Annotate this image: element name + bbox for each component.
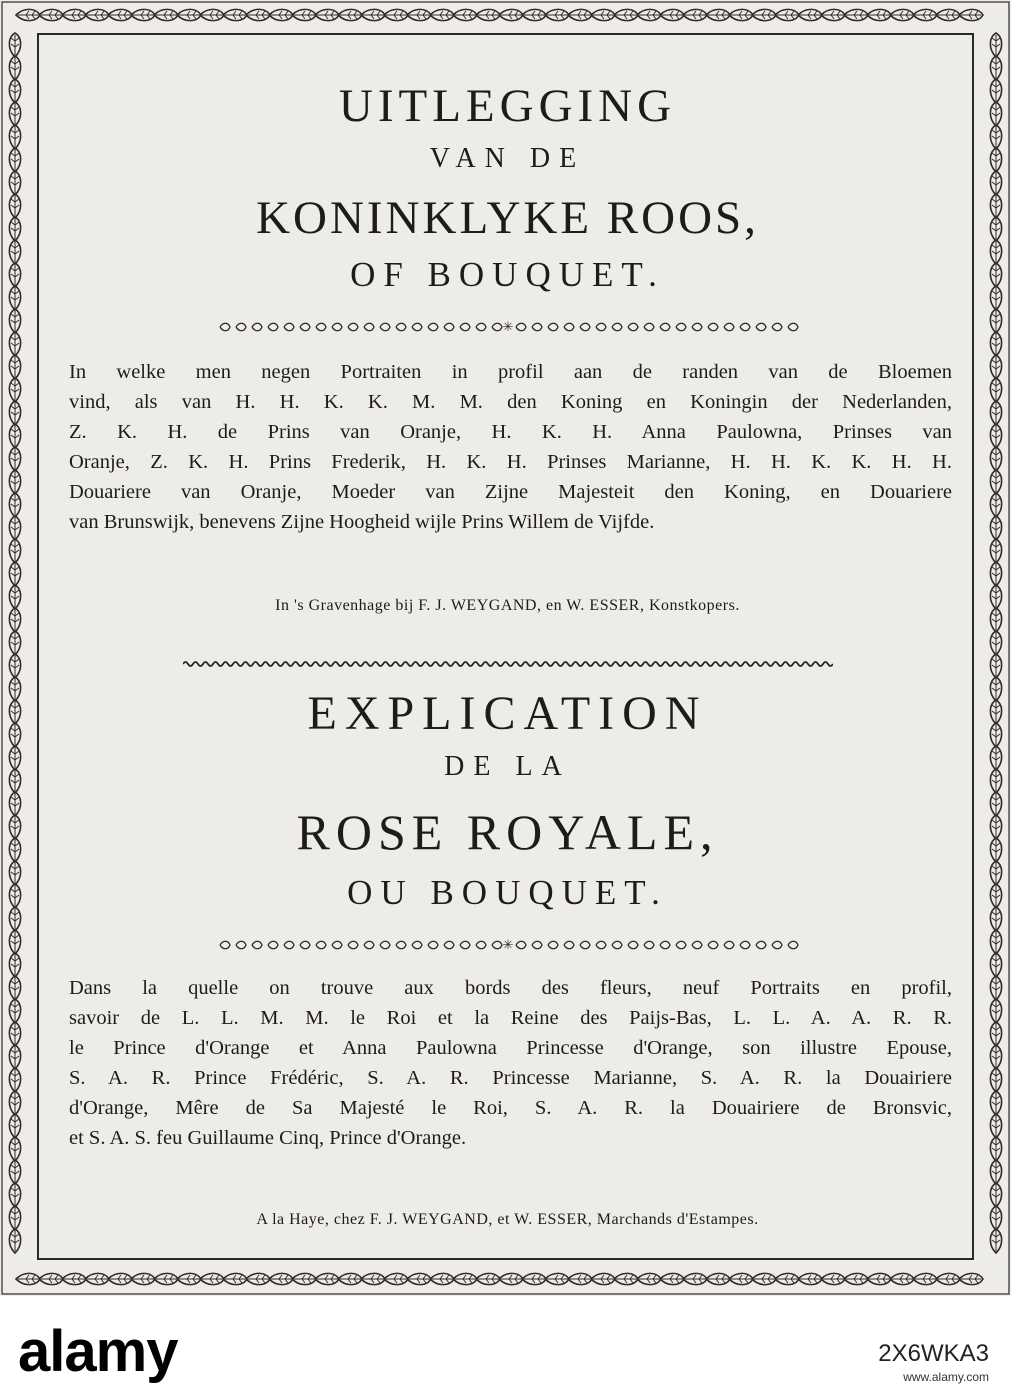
- dutch-paragraph-wrap: [39, 357, 976, 537]
- dutch-ornament-rule-wrap: [39, 320, 976, 334]
- dutch-paragraph-line: In welke men negen Portraiten in profil aan de randen van de Bloemen: [69, 361, 952, 383]
- french-paragraph-wrap: [39, 973, 976, 1153]
- dutch-paragraph-line: Douariere van Oranje, Moeder van Zijne Majesteit den Koning, en Douariere: [69, 481, 952, 503]
- dutch-ornament-rule: [208, 320, 808, 334]
- svg-text:✳: ✳: [502, 320, 513, 334]
- french-paragraph-line: le Prince d'Orange et Anna Paulowna Princesse d'Orange, son illustre Epouse,: [69, 1037, 952, 1059]
- french-title-line3: ROSE ROYALE,: [296, 804, 719, 860]
- french-title-line1: EXPLICATION: [307, 687, 708, 740]
- dutch-paragraph-line: Oranje, Z. K. H. Prins Frederik, H. K. H. Prinses Marianne, H. H. K. K. H. H.: [69, 451, 952, 473]
- dutch-title-line1: UITLEGGING: [338, 80, 677, 132]
- french-ornament-rule: [208, 938, 808, 952]
- text-panel: [37, 33, 974, 1260]
- dutch-title-line3-wrap: [39, 192, 976, 244]
- french-title-line3-wrap: [39, 804, 976, 860]
- wavy-section-divider: [183, 659, 833, 669]
- french-imprint-wrap: [39, 1211, 976, 1229]
- dutch-paragraph-line: vind, als van H. H. K. K. M. M. den Koning en Koningin der Nederlanden,: [69, 391, 952, 413]
- alamy-logo: alamy: [18, 1319, 178, 1384]
- dutch-imprint: In 's Gravenhage bij F. J. WEYGAND, en W. ESSER, Konstkopers.: [275, 597, 740, 614]
- french-title-line4: OU BOUQUET.: [347, 873, 668, 912]
- french-title-line2-wrap: [39, 753, 976, 781]
- french-paragraph: [39, 973, 976, 1153]
- dutch-title-line4: OF BOUQUET.: [350, 255, 665, 294]
- dutch-paragraph: [39, 357, 976, 537]
- dutch-title-line1-wrap: [39, 80, 976, 132]
- dutch-title-line3: KONINKLYKE ROOS,: [256, 192, 759, 244]
- image-id: 2X6WKA3: [878, 1340, 989, 1367]
- dutch-title-line4-wrap: [39, 257, 976, 292]
- french-title-line4-wrap: [39, 875, 976, 910]
- stock-url: www.alamy.com: [903, 1370, 989, 1384]
- svg-text:✳: ✳: [502, 938, 513, 952]
- french-paragraph-line: d'Orange, Mêre de Sa Majesté le Roi, S. A. R. la Douairiere de Bronsvic,: [69, 1097, 952, 1119]
- section-divider-wrap: [39, 659, 976, 669]
- french-ornament-rule-wrap: [39, 938, 976, 952]
- french-imprint: A la Haye, chez F. J. WEYGAND, et W. ESSER, Marchands d'Estampes.: [256, 1211, 759, 1228]
- french-paragraph-line: S. A. R. Prince Frédéric, S. A. R. Princesse Marianne, S. A. R. la Douairiere: [69, 1067, 952, 1089]
- french-paragraph-line: Dans la quelle on trouve aux bords des fleurs, neuf Portraits en profil,: [69, 977, 952, 999]
- dutch-title-line2: VAN DE: [429, 143, 586, 174]
- french-paragraph-line: savoir de L. L. M. M. le Roi et la Reine des Paijs-Bas, L. L. A. A. R. R.: [69, 1007, 952, 1029]
- dutch-imprint-wrap: [39, 597, 976, 615]
- french-title-line2: DE LA: [444, 751, 571, 782]
- french-paragraph-line: et S. A. S. feu Guillaume Cinq, Prince d'Orange.: [69, 1127, 467, 1149]
- dutch-title-line2-wrap: [39, 145, 976, 173]
- dutch-paragraph-line: van Brunswijk, benevens Zijne Hoogheid wijle Prins Willem de Vijfde.: [69, 511, 655, 533]
- french-title-line1-wrap: [39, 687, 976, 740]
- dutch-paragraph-line: Z. K. H. de Prins van Oranje, H. K. H. Anna Paulowna, Prinses van: [69, 421, 952, 443]
